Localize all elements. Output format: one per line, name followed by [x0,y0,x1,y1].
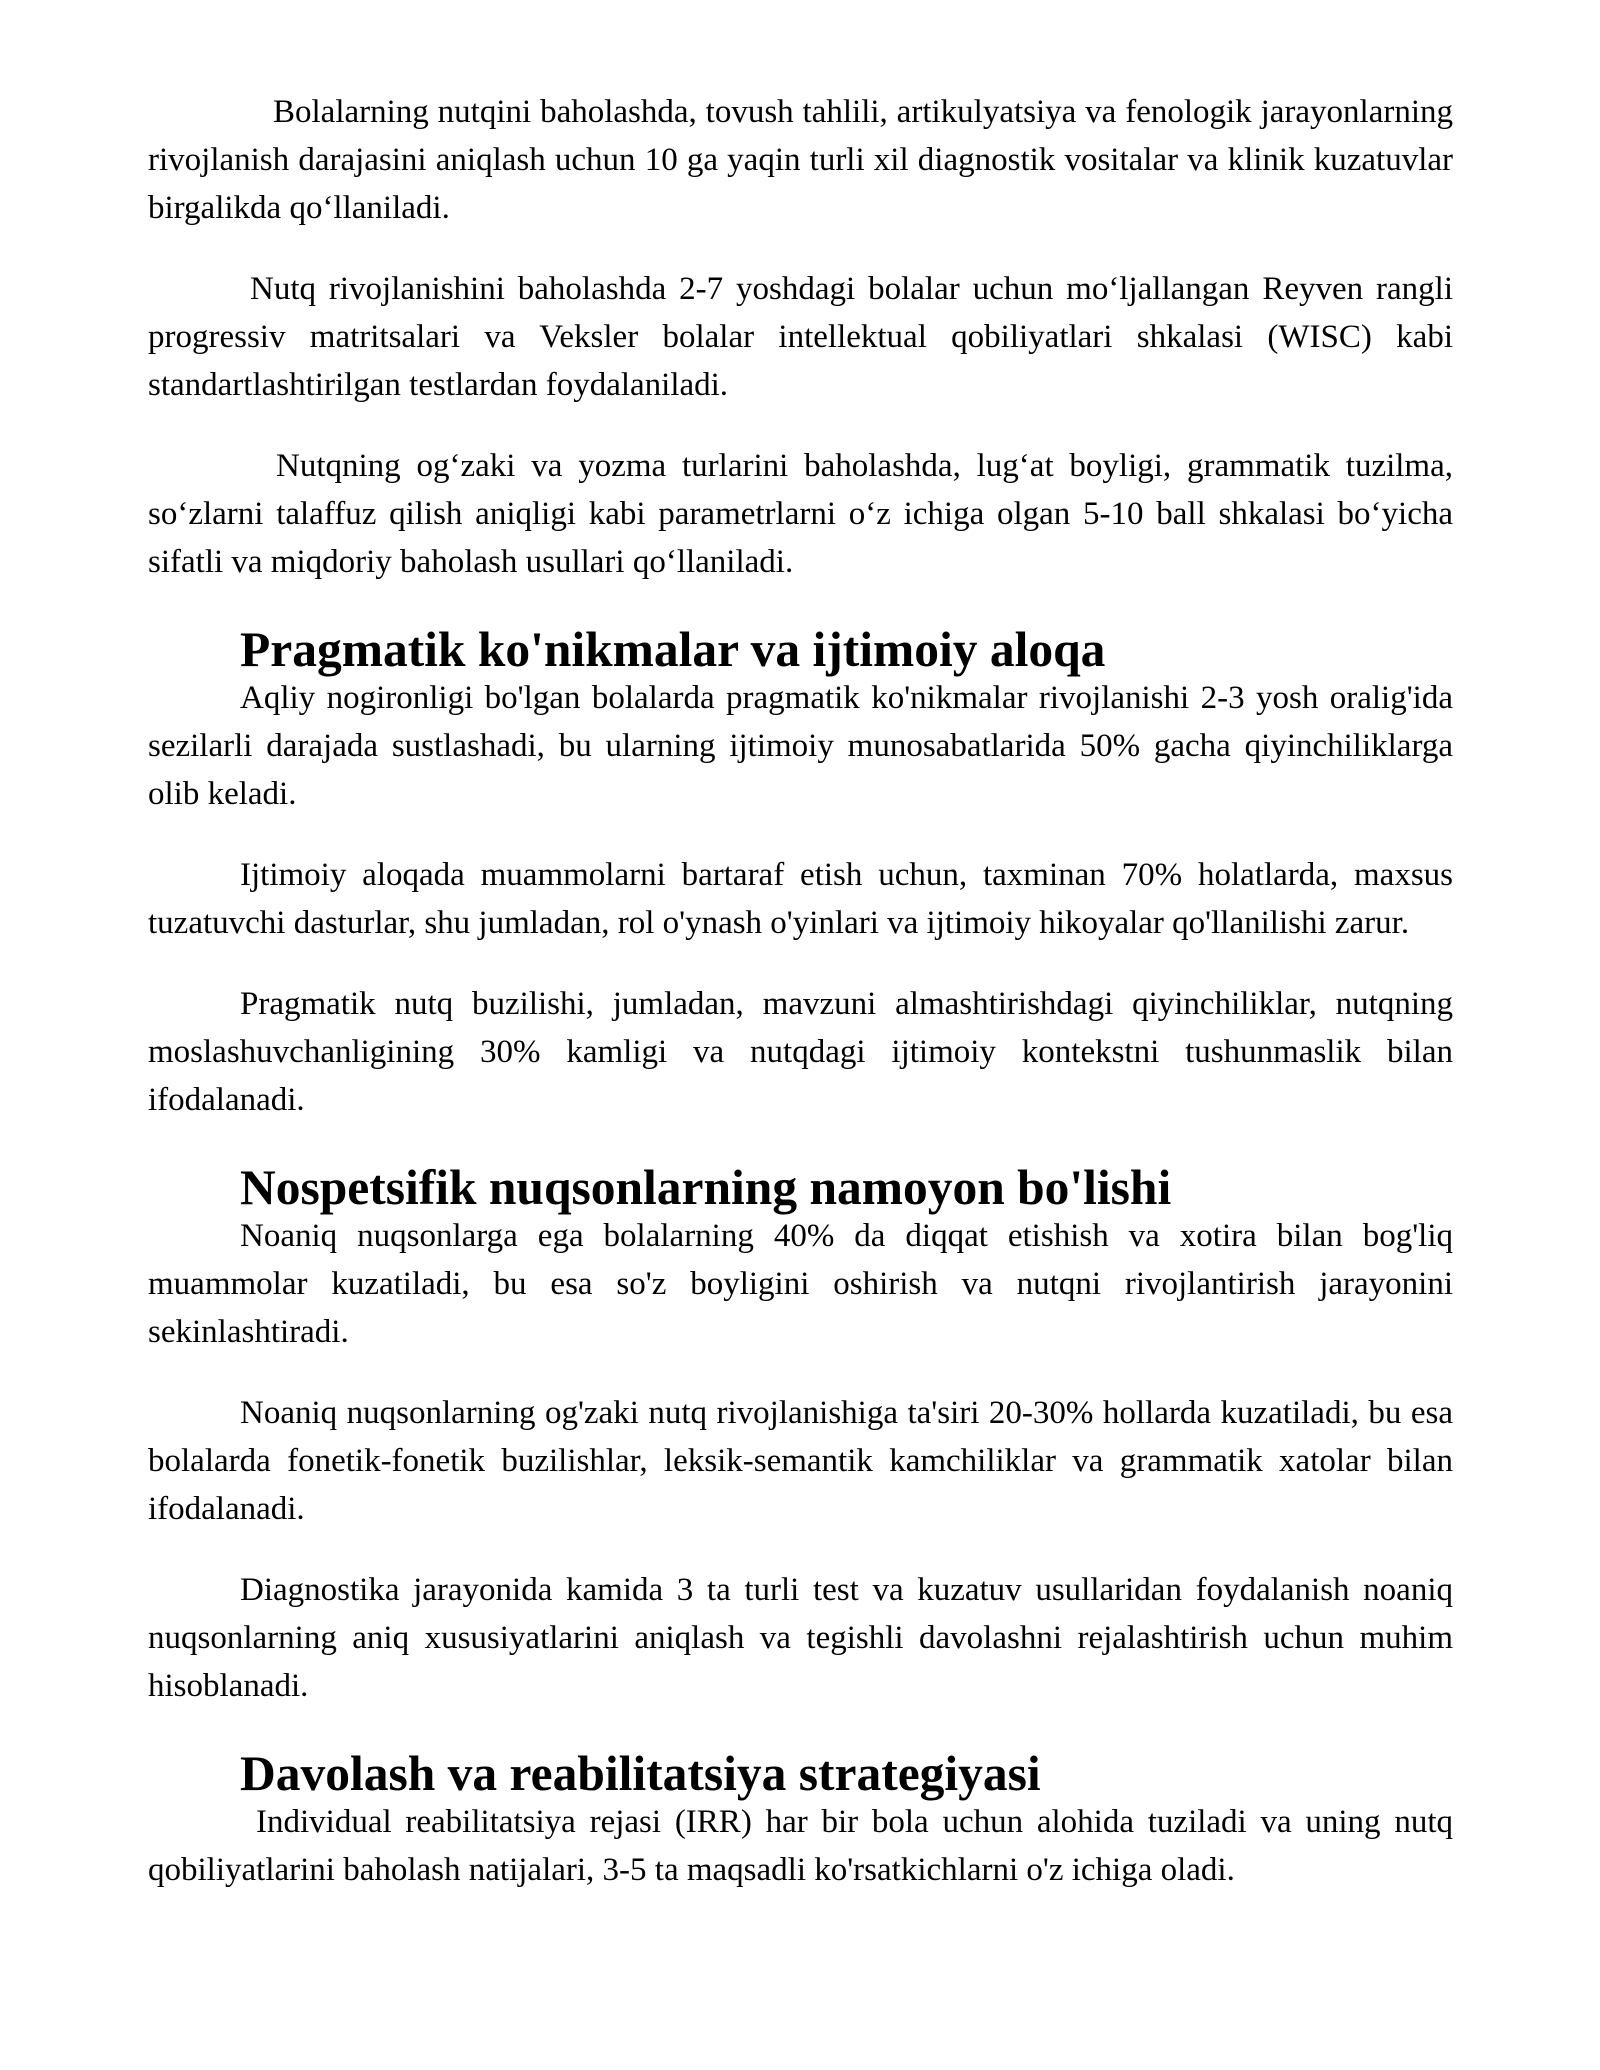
paragraph-diagnostics-methods: Diagnostika jarayonida kamida 3 ta turli test va kuzatuv usullaridan foydalanish noaniq nuqsonlarning aniq xususiyatlarini aniqlash va tegishli davolashni rejalashtirish uchun muhim hisoblanadi. [148,1572,1453,1704]
paragraph-social-communication: Ijtimoiy aloqada muammolarni bartaraf etish uchun, taxminan 70% holatlarda, maxsus tuzatuvchi dasturlar, shu jumladan, rol o'ynash o'yinlari va ijtimoiy hikoyalar qo'llanilishi zarur. [148,857,1453,941]
paragraph-standardized-tests: Nutq rivojlanishini baholashda 2-7 yoshdagi bolalar uchun mo‘ljallangan Reyven rangli progressiv matritsalari va Veksler bolalar intellektual qobiliyatlari shkalasi (WISC) kabi standartlashtirilgan testlardan foydalaniladi. [148,271,1453,403]
paragraph-oral-speech-impact: Noaniq nuqsonlarning og'zaki nutq rivojlanishiga ta'siri 20-30% hollarda kuzatiladi, bu esa bolalarda fonetik-fonetik buzilishlar, leksik-semantik kamchiliklar va grammatik xatolar bilan ifodalanadi. [148,1395,1453,1527]
paragraph-pragmatic-speech-disorder: Pragmatik nutq buzilishi, jumladan, mavzuni almashtirishdagi qiyinchiliklar, nutqning moslashuvchanligining 30% kamligi va nutqdagi ijtimoiy kontekstni tushunmaslik bilan ifodalanadi. [148,986,1453,1118]
paragraph-pragmatic-development: Aqliy nogironligi bo'lgan bolalarda pragmatik ko'nikmalar rivojlanishi 2-3 yosh oralig'ida sezilarli darajada sustlashadi, bu ularning ijtimoiy munosabatlarida 50% gacha qiyinchiliklarga olib keladi. [148,680,1453,812]
paragraph-speech-assessment-tools: Bolalarning nutqini baholashda, tovush tahlili, artikulyatsiya va fenologik jarayonlarning rivojlanish darajasini aniqlash uchun 10 ga yaqin turli xil diagnostik vositalar va klinik kuzatuvlar birgalikda qo‘llaniladi. [148,94,1453,226]
section-heading-pragmatic-skills: Pragmatik ko'nikmalar va ijtimoiy aloqa [240,622,1106,677]
paragraph-attention-memory: Noaniq nuqsonlarga ega bolalarning 40% da diqqat etishish va xotira bilan bog'liq muammolar kuzatiladi, bu esa so'z boyligini oshirish va nutqni rivojlantirish jarayonini sekinlashtiradi. [148,1218,1453,1350]
paragraph-oral-written-assessment: Nutqning og‘zaki va yozma turlarini baholashda, lug‘at boyligi, grammatik tuzilma, so‘zlarni talaffuz qilish aniqligi kabi parametrlarni o‘z ichiga olgan 5-10 ball shkalasi bo‘yicha sifatli va miqdoriy baholash usullari qo‘llaniladi. [148,448,1453,580]
section-heading-rehabilitation-strategy: Davolash va reabilitatsiya strategiyasi [240,1746,1041,1801]
section-heading-nonspecific-defects: Nospetsifik nuqsonlarning namoyon bo'lishi [240,1160,1172,1215]
document-page [148,88,1453,1894]
paragraph-individual-plan: Individual reabilitatsiya rejasi (IRR) har bir bola uchun alohida tuziladi va uning nutq qobiliyatlarini baholash natijalari, 3-5 ta maqsadli ko'rsatkichlarni o'z ichiga oladi. [148,1804,1453,1888]
